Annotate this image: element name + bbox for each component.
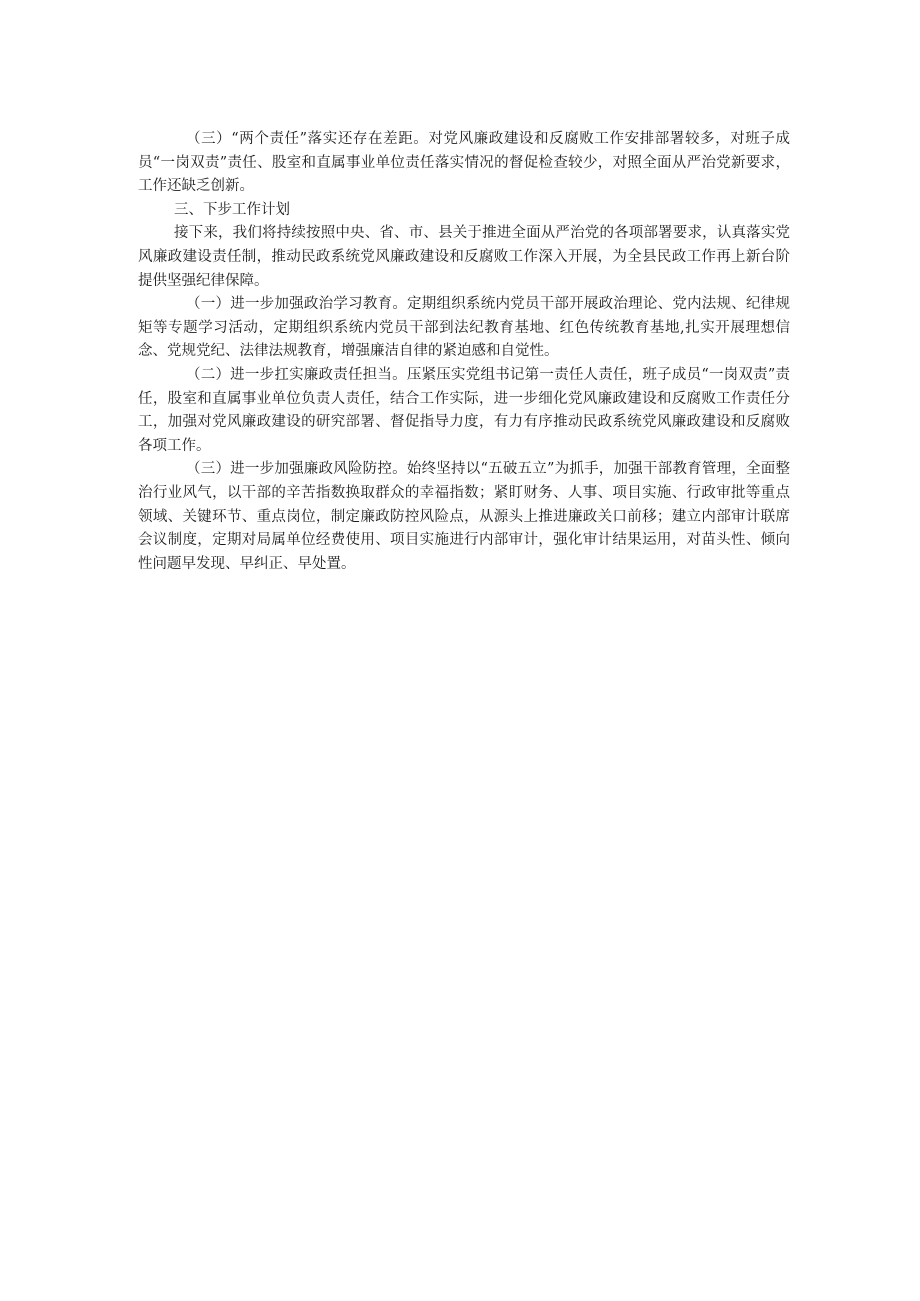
document-body <box>138 128 790 576</box>
section-heading-next-plan: 三、下步工作计划 <box>174 201 290 218</box>
paragraph-responsibility-gap: （三）“两个责任”落实还存在差距。对党风廉政建设和反腐败工作安排部署较多，对班子成员“一岗双责”责任、股室和直属事业单位责任落实情况的督促检查较少，对照全面从严治党新要求，工作还缺乏创新。 <box>138 131 790 195</box>
paragraph-plan-intro: 接下来，我们将持续按照中央、省、市、县关于推进全面从严治党的各项部署要求，认真落实党风廉政建设责任制，推动民政系统党风廉政建设和反腐败工作深入开展，为全县民政工作再上新台阶提供坚强纪律保障。 <box>138 225 790 289</box>
paragraph-political-education: （一）进一步加强政治学习教育。定期组织系统内党员干部开展政治理论、党内法规、纪律规矩等专题学习活动，定期组织系统内党员干部到法纪教育基地、红色传统教育基地,扎实开展理想信念、党规党纪、法律法规教育，增强廉洁自律的紧迫感和自觉性。 <box>138 296 790 360</box>
paragraph-responsibility-duty: （二）进一步扛实廉政责任担当。压紧压实党组书记第一责任人责任，班子成员“一岗双责”责任，股室和直属事业单位负责人责任，结合工作实际，进一步细化党风廉政建设和反腐败工作责任分工，加强对党风廉政建设的研究部署、督促指导力度，有力有序推动民政系统党风廉政建设和反腐败各项工作。 <box>138 366 790 454</box>
paragraph-risk-control: （三）进一步加强廉政风险防控。始终坚持以“五破五立”为抓手，加强干部教育管理，全面整治行业风气，以干部的辛苦指数换取群众的幸福指数；紧盯财务、人事、项目实施、行政审批等重点领域、关键环节、重点岗位，制定廉政防控风险点，从源头上推进廉政关口前移；建立内部审计联席会议制度，定期对局属单位经费使用、项目实施进行内部审计，强化审计结果运用，对苗头性、倾向性问题早发现、早纠正、早处置。 <box>138 461 790 572</box>
